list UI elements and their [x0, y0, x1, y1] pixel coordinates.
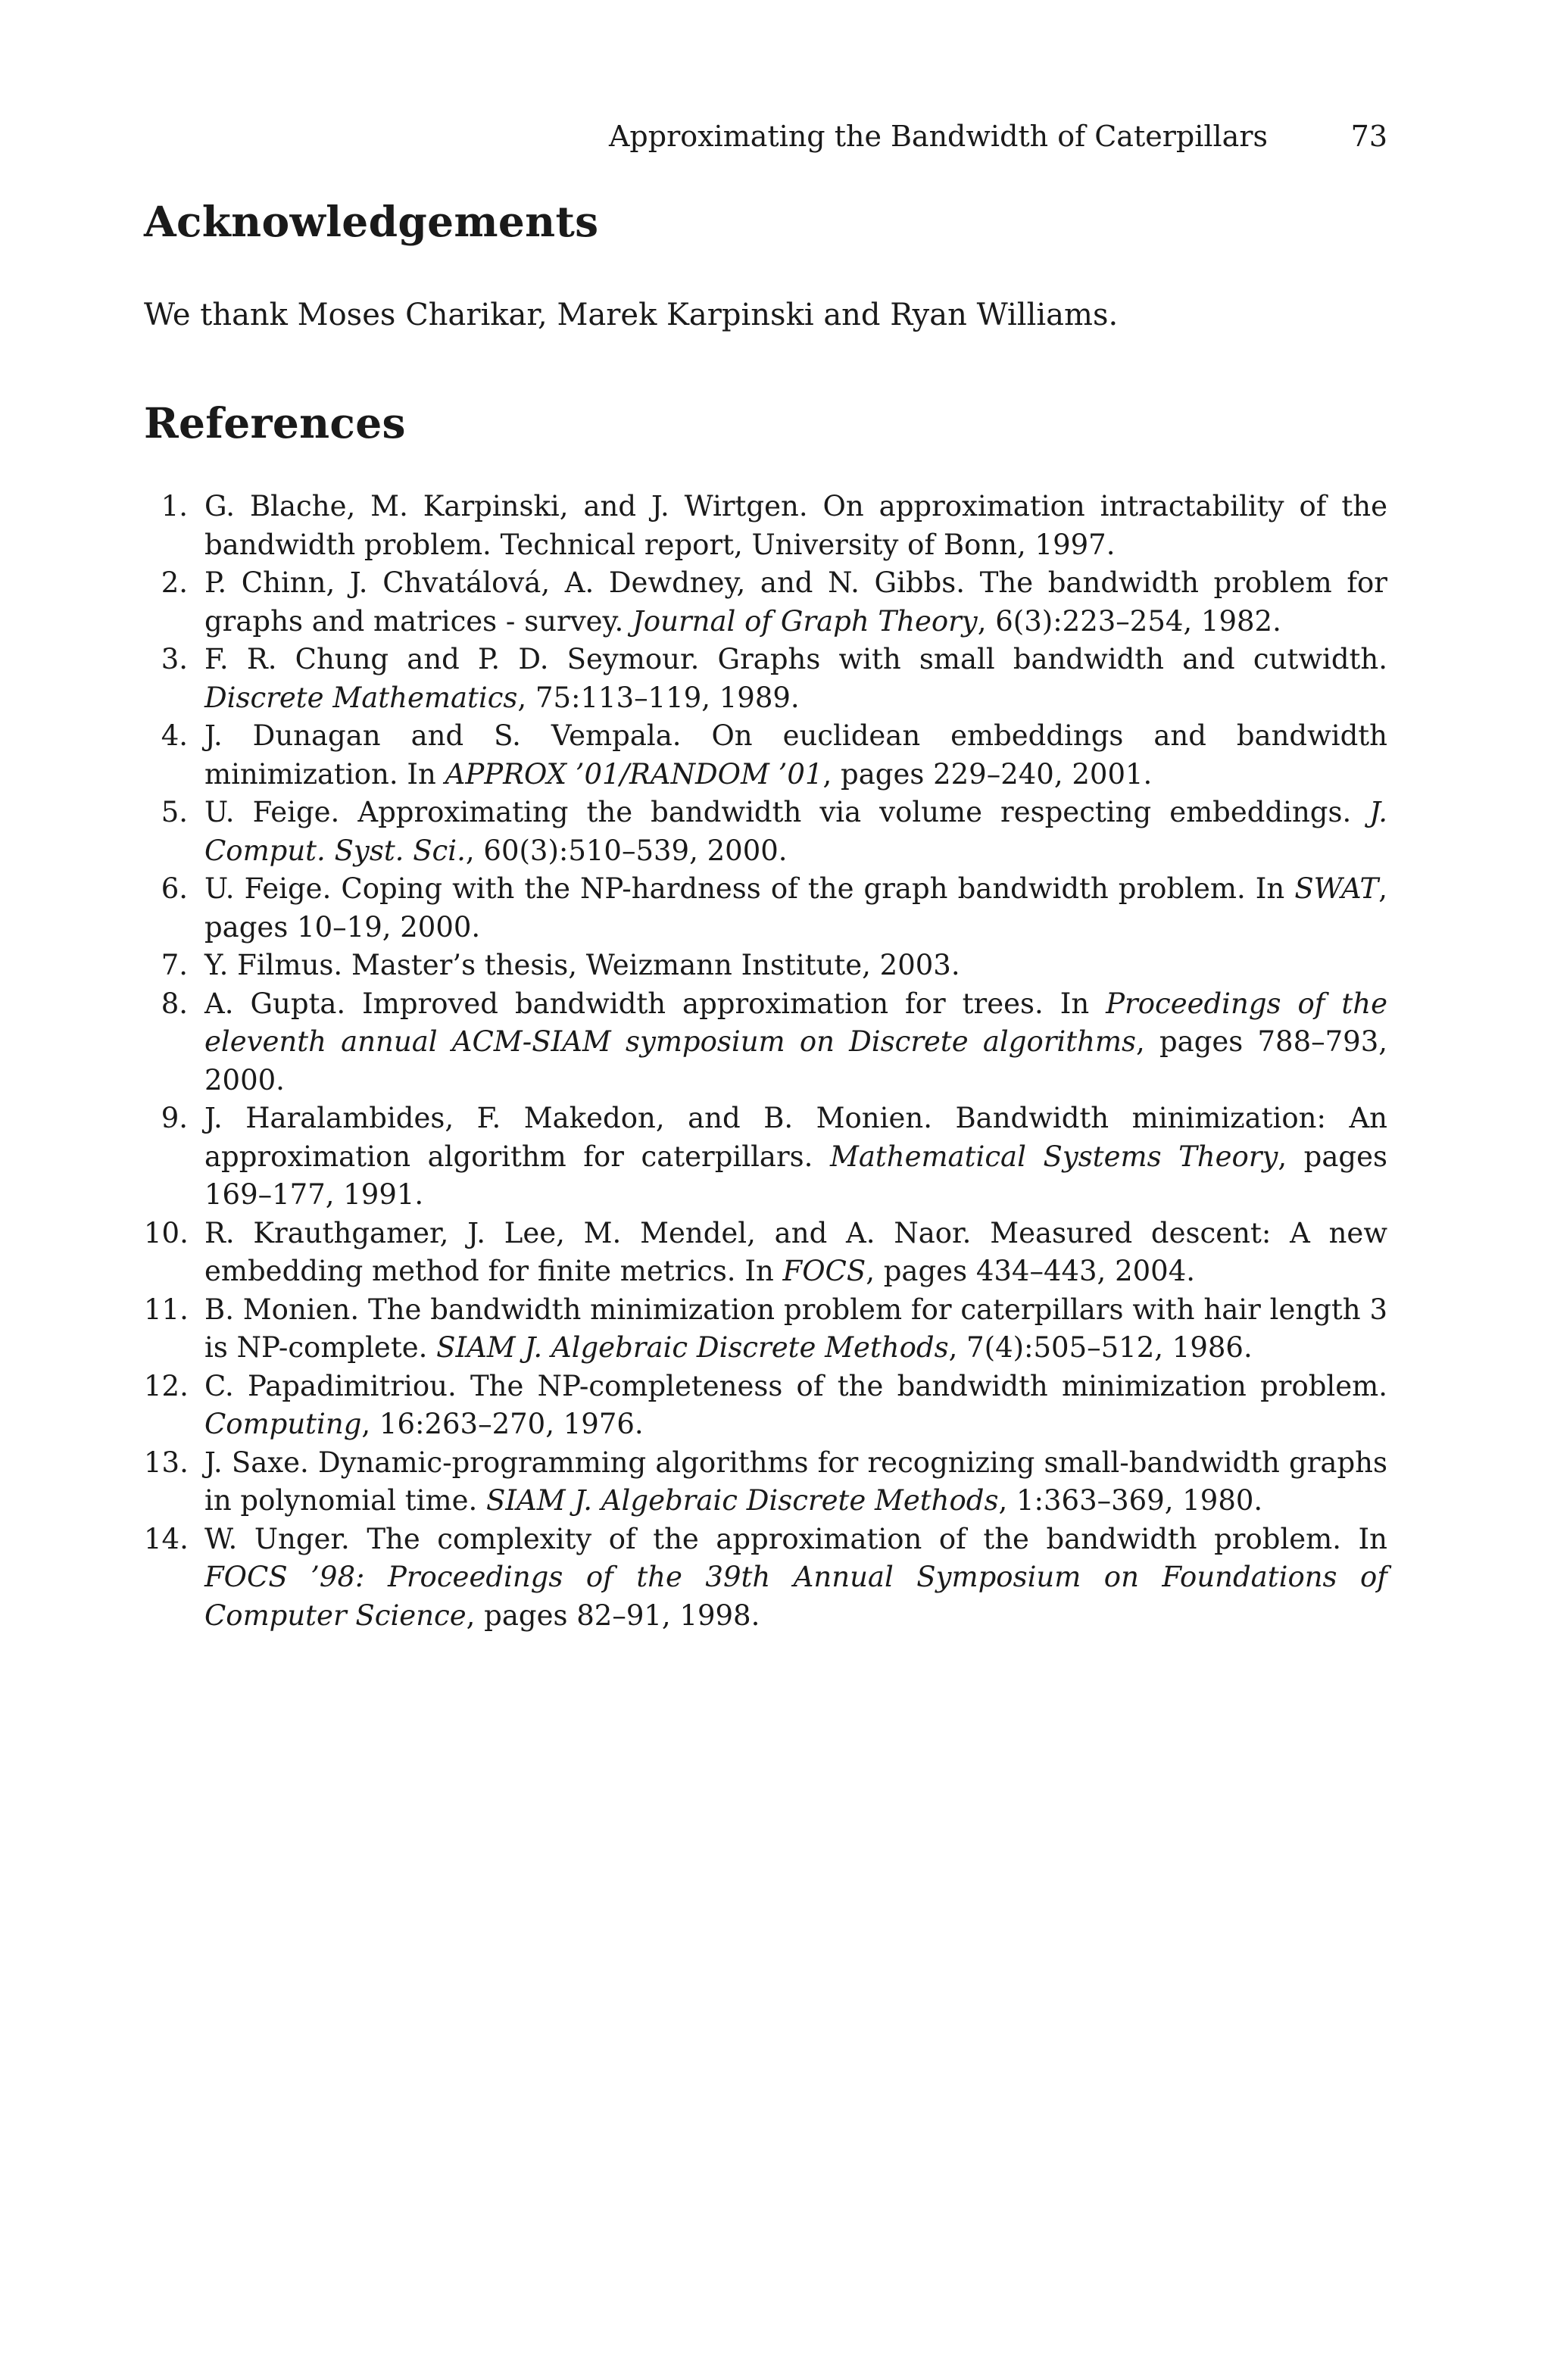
reference-number: 10.	[144, 1216, 189, 1249]
reference-text-pre: B. Monien. The bandwidth minimization problem for caterpillars with hair length 3 is NP-complete.	[204, 1293, 1387, 1364]
reference-number: 13.	[144, 1446, 189, 1479]
reference-number: 6.	[161, 872, 188, 905]
acknowledgements-heading: Acknowledgements	[144, 197, 599, 246]
reference-number: 12.	[144, 1369, 189, 1402]
reference-venue: Journal of Graph Theory	[632, 604, 978, 638]
reference-venue: Discrete Mathematics	[204, 681, 518, 714]
reference-text-post: , 7(4):505–512, 1986.	[948, 1331, 1253, 1364]
reference-venue: APPROX ’01/RANDOM ’01	[445, 757, 823, 791]
reference-venue: FOCS	[782, 1255, 866, 1287]
acknowledgements-text: We thank Moses Charikar, Marek Karpinski and Ryan Williams.	[144, 298, 1119, 332]
reference-item-1	[144, 488, 1387, 564]
reference-item-8	[144, 985, 1387, 1100]
reference-item-10	[144, 1215, 1387, 1291]
reference-item-3	[144, 641, 1387, 717]
reference-number: 9.	[161, 1102, 188, 1134]
reference-text	[204, 643, 1387, 714]
reference-text-post: , pages 169–177, 1991.	[204, 1140, 1387, 1211]
reference-venue: Mathematical Systems Theory	[829, 1140, 1278, 1173]
reference-item-12	[144, 1368, 1387, 1444]
reference-item-11	[144, 1291, 1387, 1368]
references-heading: References	[144, 398, 406, 448]
reference-item-6	[144, 870, 1387, 947]
reference-text	[204, 796, 1387, 867]
reference-text-post: , pages 10–19, 2000.	[204, 872, 1387, 944]
running-head	[144, 114, 1387, 159]
reference-text	[204, 1523, 1387, 1632]
reference-item-5	[144, 794, 1387, 870]
reference-venue: Computing	[204, 1408, 362, 1440]
reference-text-pre: P. Chinn, J. Chvatálová, A. Dewdney, and N. Gibbs. The bandwidth problem for graphs and matrices - survey.	[204, 566, 1387, 638]
reference-text	[204, 566, 1387, 638]
reference-number: 3.	[161, 643, 188, 675]
reference-text-pre: U. Feige. Coping with the NP-hardness of the graph bandwidth problem. In	[204, 872, 1295, 905]
reference-text-post: , pages 434–443, 2004.	[866, 1255, 1196, 1287]
reference-text-pre: J. Saxe. Dynamic-programming algorithms for recognizing small-bandwidth graphs in polynomial time.	[204, 1446, 1387, 1517]
reference-item-2	[144, 564, 1387, 641]
reference-text-pre: J. Dunagan and S. Vempala. On euclidean embeddings and bandwidth minimization. In	[204, 719, 1387, 791]
reference-text-pre: A. Gupta. Improved bandwidth approximation for trees. In	[204, 987, 1106, 1020]
reference-text-post: , 75:113–119, 1989.	[517, 681, 800, 714]
reference-venue: J. Comput. Syst. Sci.	[204, 796, 1387, 867]
reference-item-7	[144, 947, 1387, 985]
reference-item-9	[144, 1100, 1387, 1215]
reference-text-post: , 1:363–369, 1980.	[998, 1484, 1263, 1517]
reference-number: 1.	[161, 490, 188, 522]
reference-text	[204, 1293, 1387, 1365]
reference-item-14	[144, 1521, 1387, 1636]
reference-text	[204, 1102, 1387, 1211]
reference-venue: SIAM J. Algebraic Discrete Methods	[486, 1484, 999, 1517]
reference-number: 14.	[144, 1522, 189, 1555]
references-list	[144, 488, 1387, 1635]
reference-venue: SWAT	[1294, 872, 1379, 905]
reference-number: 2.	[161, 566, 188, 599]
reference-number: 11.	[144, 1293, 189, 1326]
reference-venue: FOCS ’98: Proceedings of the 39th Annual Symposium on Foundations of Computer Science	[204, 1561, 1387, 1632]
page-number: 73	[1350, 120, 1387, 153]
reference-item-4	[144, 717, 1387, 794]
running-title: Approximating the Bandwidth of Caterpillars	[608, 120, 1268, 153]
reference-text	[204, 872, 1387, 944]
reference-number: 5.	[161, 796, 188, 828]
reference-number: 7.	[161, 949, 188, 981]
reference-text-post: , pages 82–91, 1998.	[466, 1599, 760, 1632]
reference-text-pre: R. Krauthgamer, J. Lee, M. Mendel, and A. Naor. Measured descent: A new embedding method for finite metrics. In	[204, 1216, 1387, 1287]
reference-number: 8.	[161, 987, 188, 1020]
reference-number: 4.	[161, 719, 188, 752]
reference-text-post: , 16:263–270, 1976.	[361, 1408, 644, 1440]
reference-text-pre: F. R. Chung and P. D. Seymour. Graphs with small bandwidth and cutwidth.	[204, 643, 1387, 675]
reference-text-pre: C. Papadimitriou. The NP-completeness of the bandwidth minimization problem.	[204, 1369, 1387, 1402]
reference-text-post: , pages 788–793, 2000.	[204, 1025, 1387, 1096]
reference-text-pre: J. Haralambides, F. Makedon, and B. Monien. Bandwidth minimization: An approximation algorithm for caterpillars.	[204, 1102, 1387, 1173]
reference-text	[204, 949, 960, 981]
reference-item-13	[144, 1444, 1387, 1521]
reference-text-pre: W. Unger. The complexity of the approximation of the bandwidth problem. In	[204, 1522, 1387, 1555]
reference-text	[204, 719, 1387, 791]
reference-text-pre: Y. Filmus. Master’s thesis, Weizmann Institute, 2003.	[204, 949, 960, 981]
reference-text-pre: U. Feige. Approximating the bandwidth via volume respecting embeddings.	[204, 796, 1370, 828]
reference-text	[204, 987, 1387, 1096]
reference-text	[204, 1446, 1387, 1518]
reference-text-post: , pages 229–240, 2001.	[822, 757, 1153, 791]
reference-text	[204, 1217, 1387, 1288]
reference-text	[204, 1370, 1387, 1441]
reference-text-pre: G. Blache, M. Karpinski, and J. Wirtgen. On approximation intractability of the bandwidth problem. Technical report, University of Bonn, 1997.	[204, 490, 1387, 561]
reference-text-post: , 60(3):510–539, 2000.	[465, 834, 788, 867]
reference-text-post: , 6(3):223–254, 1982.	[977, 604, 1281, 638]
reference-text	[204, 490, 1387, 561]
reference-venue: Proceedings of the eleventh annual ACM-SIAM symposium on Discrete algorithms	[204, 987, 1387, 1058]
reference-venue: SIAM J. Algebraic Discrete Methods	[436, 1331, 949, 1364]
